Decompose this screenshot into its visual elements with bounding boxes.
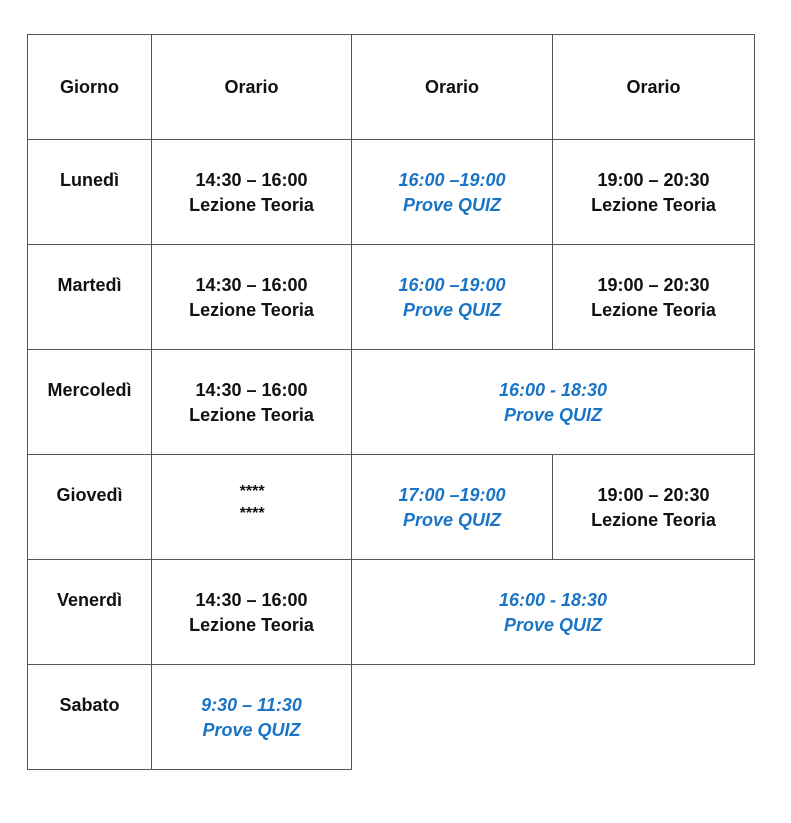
table-row [28,560,755,665]
slot-time: 16:00 - 18:30 [498,380,608,400]
slot-time: 19:00 – 20:30 [597,485,710,505]
table-row [28,350,755,455]
day-label: Mercoledì [47,380,132,400]
slot-label: Prove QUIZ [503,615,603,635]
slot-time: 9:30 – 11:30 [201,695,302,715]
day-label: Venerdì [56,590,123,610]
slot-cell [553,455,755,560]
schedule-table [27,34,755,770]
slot-label: Prove QUIZ [503,405,603,425]
slot-cell [152,350,352,455]
day-cell [28,455,152,560]
slot-time: 14:30 – 16:00 [195,275,308,295]
day-label: Lunedì [60,170,119,190]
slot-cell [152,455,352,560]
day-cell [28,665,152,770]
day-label: Giovedì [56,485,123,505]
quiz-cell [352,350,755,455]
header-giorno: Giorno [28,35,152,140]
slot-time: 14:30 – 16:00 [195,170,308,190]
slot-label: Lezione Teoria [189,615,314,635]
quiz-cell [152,665,352,770]
slot-label: Prove QUIZ [402,195,502,215]
quiz-cell [352,140,553,245]
header-orario-2: Orario [352,35,553,140]
table-row [28,140,755,245]
slot-placeholder: **** [239,505,264,522]
slot-label: Lezione Teoria [591,195,716,215]
day-cell [28,140,152,245]
slot-label: Lezione Teoria [591,300,716,320]
slot-time: 14:30 – 16:00 [195,380,308,400]
slot-time: 14:30 – 16:00 [195,590,308,610]
slot-label: Prove QUIZ [402,510,502,530]
header-orario-1: Orario [152,35,352,140]
table-row [28,455,755,560]
slot-time: 19:00 – 20:30 [597,170,710,190]
quiz-cell [352,455,553,560]
quiz-cell [352,560,755,665]
day-label: Martedì [57,275,122,295]
quiz-cell [352,245,553,350]
header-row [28,35,755,140]
slot-time: 16:00 - 18:30 [498,590,608,610]
table-row [28,665,755,770]
day-label: Sabato [59,695,120,715]
slot-label: Prove QUIZ [402,300,502,320]
day-cell [28,350,152,455]
slot-cell [553,140,755,245]
day-cell [28,245,152,350]
slot-placeholder: **** [239,483,264,500]
slot-time: 16:00 –19:00 [398,170,506,190]
slot-time: 17:00 –19:00 [398,485,506,505]
header-orario-3: Orario [553,35,755,140]
empty-cell [352,665,755,770]
table-row [28,245,755,350]
slot-time: 19:00 – 20:30 [597,275,710,295]
slot-cell [152,140,352,245]
slot-cell [152,245,352,350]
day-cell [28,560,152,665]
slot-cell [152,560,352,665]
slot-label: Lezione Teoria [591,510,716,530]
slot-label: Lezione Teoria [189,405,314,425]
slot-time: 16:00 –19:00 [398,275,506,295]
slot-label: Lezione Teoria [189,195,314,215]
slot-label: Lezione Teoria [189,300,314,320]
slot-cell [553,245,755,350]
slot-label: Prove QUIZ [202,720,301,740]
